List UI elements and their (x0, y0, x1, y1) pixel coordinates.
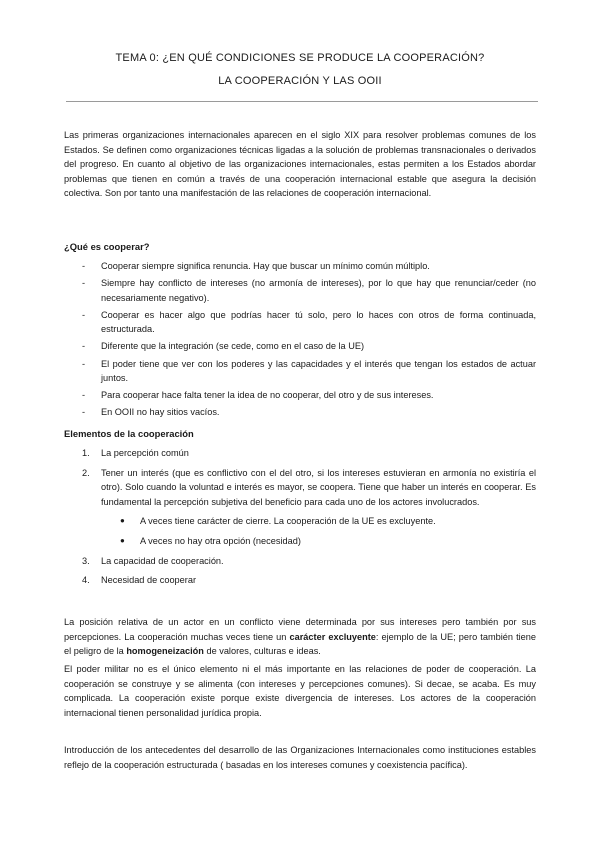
numbered-item (82, 466, 536, 549)
posicion-text: La posición relativa de un actor en un conflicto viene determinada por sus intereses pero también por sus percepciones. La cooperación muchas veces tiene un (64, 617, 536, 642)
document-subtitle: LA COOPERACIÓN Y LAS OOII (218, 75, 382, 87)
list-item (82, 357, 536, 386)
dash-marker: - (82, 309, 86, 320)
sub-bullet-text: A veces no hay otra opción (necesidad) (140, 535, 301, 546)
homogeneizacion-emphasis: homogeneización (126, 646, 204, 657)
dash-marker: - (82, 278, 86, 289)
list-item-text: Cooperar es hacer algo que podrías hacer tú solo, pero lo haces con otros de forma continuada, estructurada. (101, 309, 536, 335)
dash-marker: - (82, 341, 86, 352)
elementos-heading: Elementos de la cooperación (64, 428, 194, 439)
list-item-text: Para cooperar hace falta tener la idea de no cooperar, del otro y de sus intereses. (101, 390, 434, 401)
dash-marker: - (82, 261, 86, 271)
list-item-text: Siempre hay conflicto de intereses (no armonía de intereses), por lo que hay que renunciar/ceder (no necesariamente negativo). (101, 278, 536, 303)
posicion-paragraph (64, 615, 536, 659)
sub-bullet-item (119, 534, 536, 549)
document-title: TEMA 0: ¿EN QUÉ CONDICIONES SE PRODUCE LA COOPERACIÓN? (115, 52, 485, 64)
list-item-text: Cooperar siempre significa renuncia. Hay que buscar un mínimo común múltiplo. (101, 261, 430, 271)
item-number: 1. (82, 448, 90, 458)
list-item (82, 339, 536, 354)
numbered-item (82, 554, 536, 569)
numbered-item (82, 573, 536, 588)
item-number: 4. (82, 575, 90, 586)
numbered-item (82, 446, 536, 461)
item-text: La capacidad de cooperación. (101, 555, 224, 566)
list-item (82, 276, 536, 305)
intro-paragraph: Las primeras organizaciones internacionales aparecen en el siglo XIX para resolver problemas comunes de los Estados. Se definen como organizaciones técnicas ligadas a la solución de problemas transnacionales o derivados del progreso. En cuanto al objetivo de las organizaciones internacionales, estas permiten a los Estados abordar problemas que tienen en común a través de una cooperación internacional estable que asegura la decisión colectiva. Son por tanto una manifestación de las relaciones de cooperación internacional. (64, 130, 536, 199)
item-text: Necesidad de cooperar (101, 575, 196, 586)
list-item (82, 308, 536, 337)
posicion-text: de valores, culturas e ideas. (203, 646, 321, 657)
item-text: Tener un interés (que es conflictivo con el del otro, si los intereses estuvieran en armonía no existiría el otro). Solo cuando la voluntad e interés es mayor, se coopera. Tiene que haber un interés en cooperar. Es fundamental la percepción subjetiva del beneficio para cada uno de los actores involucrados. (101, 467, 536, 507)
poder-militar-paragraph: El poder militar no es el único elemento ni el más importante en las relaciones de poder de cooperación. La cooperación se construye y se alimenta (con intereses y percepciones comunes). Si decae, se acaba. Es muy complicada. La cooperación existe porque existe divergencia de intereses. Los actores de la cooperación internacional tienen personalidad jurídica propia. (64, 664, 536, 718)
bullet-marker: ● (120, 516, 125, 526)
dash-marker: - (82, 358, 86, 369)
list-item (82, 388, 536, 403)
sub-bullet-text: A veces tiene carácter de cierre. La cooperación de la UE es excluyente. (140, 516, 436, 527)
que-es-cooperar-heading: ¿Qué es cooperar? (64, 241, 150, 252)
list-item-text: En OOII no hay sitios vacíos. (101, 407, 220, 418)
sub-bullet-item (119, 514, 536, 529)
caracter-excluyente-emphasis: carácter excluyente (289, 631, 376, 642)
que-es-cooperar-list (82, 259, 536, 422)
elementos-list (82, 446, 536, 593)
item-number: 2. (82, 467, 90, 478)
list-item (82, 405, 536, 420)
introduccion-paragraph: Introducción de los antecedentes del desarrollo de las Organizaciones Internacionales como instituciones estables reflejo de la cooperación estructurada ( basadas en los intereses comunes y coexistencia pacífica). (64, 745, 536, 770)
list-item (82, 259, 536, 274)
dash-marker: - (82, 407, 86, 418)
item-text: La percepción común (101, 448, 189, 458)
bullet-marker: ● (120, 535, 125, 545)
posicion-text: : ejemplo de la UE; pero también tiene el peligro de la (64, 631, 536, 657)
sub-bullet-list (101, 514, 536, 548)
dash-marker: - (82, 390, 86, 401)
item-number: 3. (82, 555, 90, 566)
list-item-text: Diferente que la integración (se cede, como en el caso de la UE) (101, 341, 365, 352)
list-item-text: El poder tiene que ver con los poderes y las capacidades y el interés que tengan los estados de actuar juntos. (101, 358, 536, 384)
title-divider (66, 101, 538, 102)
